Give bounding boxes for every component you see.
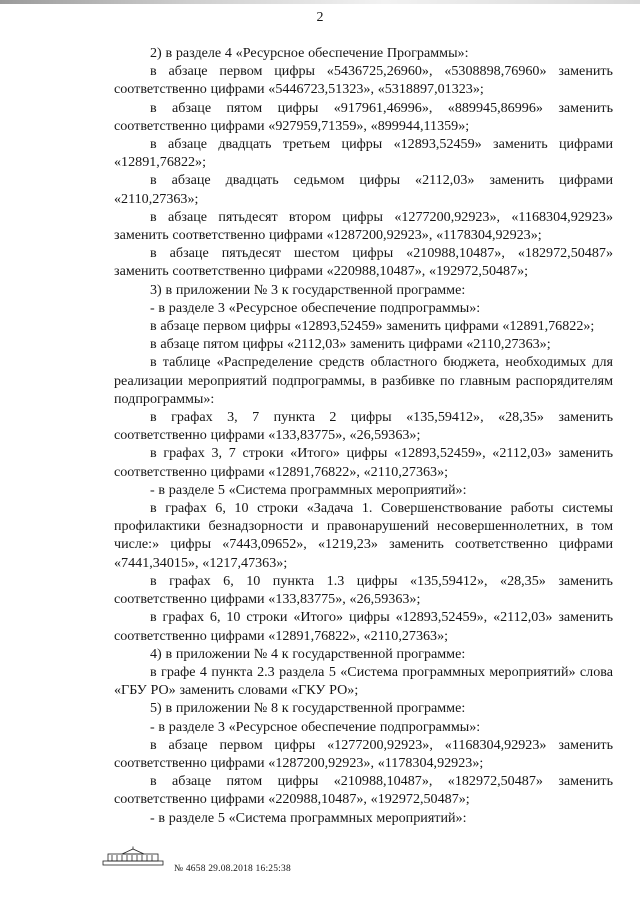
paragraph: в абзаце пятьдесят втором цифры «1277200,92923», «1168304,92923» заменить соответственно цифрами «1287200,92923», «1178304,92923»;	[114, 208, 613, 244]
paragraph: 5) в приложении № 8 к государственной программе:	[150, 700, 466, 717]
paragraph: - в разделе 3 «Ресурсное обеспечение подпрограммы»:	[150, 718, 481, 735]
paragraph: - в разделе 3 «Ресурсное обеспечение подпрограммы»:	[150, 299, 481, 316]
paragraph: в графах 3, 7 пункта 2 цифры «135,59412», «28,35» заменить соответственно цифрами «133,83775», «26,59363»;	[114, 409, 613, 444]
paragraph: в абзаце первом цифры «1277200,92923», «1168304,92923» заменить соответственно цифрами «1287200,92923», «1178304,92923»;	[114, 736, 613, 771]
paragraph: в абзаце двадцать седьмом цифры «2112,03» заменить цифрами «2110,27363»;	[114, 172, 613, 207]
paragraph: 2) в разделе 4 «Ресурсное обеспечение Программы»:	[150, 45, 469, 61]
paragraph: в графах 3, 7 строки «Итого» цифры «12893,52459», «2112,03» заменить соответственно цифрами «12891,76822», «2110,27363»;	[114, 445, 613, 480]
paragraph: 4) в приложении № 4 к государственной программе:	[150, 645, 466, 662]
paragraph: в абзаце первом цифры «12893,52459» заменить цифрами «12891,76822»;	[150, 318, 595, 335]
paragraph: в графе 4 пункта 2.3 раздела 5 «Система программных мероприятий» слова «ГБУ РО» заменить словами «ГКУ РО»;	[114, 663, 613, 699]
scan-edge	[0, 0, 640, 4]
paragraph: в абзаце двадцать третьем цифры «12893,52459» заменить цифрами «12891,76822»;	[114, 136, 613, 171]
paragraph: в графах 6, 10 строки «Итого» цифры «12893,52459», «2112,03» заменить соответственно цифрами «12891,76822», «2110,27363»;	[114, 609, 613, 644]
paragraph: 3) в приложении № 3 к государственной программе:	[150, 281, 466, 298]
document-footer	[102, 846, 332, 886]
page-number: 2	[316, 10, 324, 25]
registration-stamp: № 4658 29.08.2018 16:25:38	[174, 864, 291, 874]
paragraph: в абзаце пятом цифры «2112,03» заменить цифрами «2110,27363»;	[150, 336, 551, 353]
paragraph: в абзаце первом цифры «5436725,26960», «5308898,76960» заменить соответственно цифрами «5446723,51323», «5318897,01323»;	[114, 63, 613, 98]
paragraph: в абзаце пятом цифры «210988,10487», «182972,50487» заменить соответственно цифрами «220988,10487», «192972,50487»;	[114, 773, 613, 808]
paragraph: - в разделе 5 «Система программных мероприятий»:	[150, 809, 467, 826]
paragraph: в графах 6, 10 строки «Задача 1. Совершенствование работы системы профилактики безнадзорности и правонарушений несовершеннолетних, в том числе:» цифры «7443,09652», «1219,23» заменить соответственно цифрами «7441,34015», «1217,47363»;	[114, 500, 613, 571]
paragraph: в таблице «Распределение средств областного бюджета, необходимых для реализации мероприятий подпрограммы, в разбивке по главным распорядителям подпрограммы»:	[114, 354, 613, 407]
document-body	[114, 44, 613, 827]
paragraph: в абзаце пятом цифры «917961,46996», «889945,86996» заменить соответственно цифрами «927959,71359», «899944,11359»;	[114, 99, 613, 134]
paragraph: в графах 6, 10 пункта 1.3 цифры «135,59412», «28,35» заменить соответственно цифрами «133,83775», «26,59363»;	[114, 572, 613, 608]
government-building-seal-icon	[102, 846, 164, 866]
paragraph: в абзаце пятьдесят шестом цифры «210988,10487», «182972,50487» заменить соответственно цифрами «220988,10487», «192972,50487»;	[114, 245, 613, 280]
paragraph: - в разделе 5 «Система программных мероприятий»:	[150, 481, 467, 498]
